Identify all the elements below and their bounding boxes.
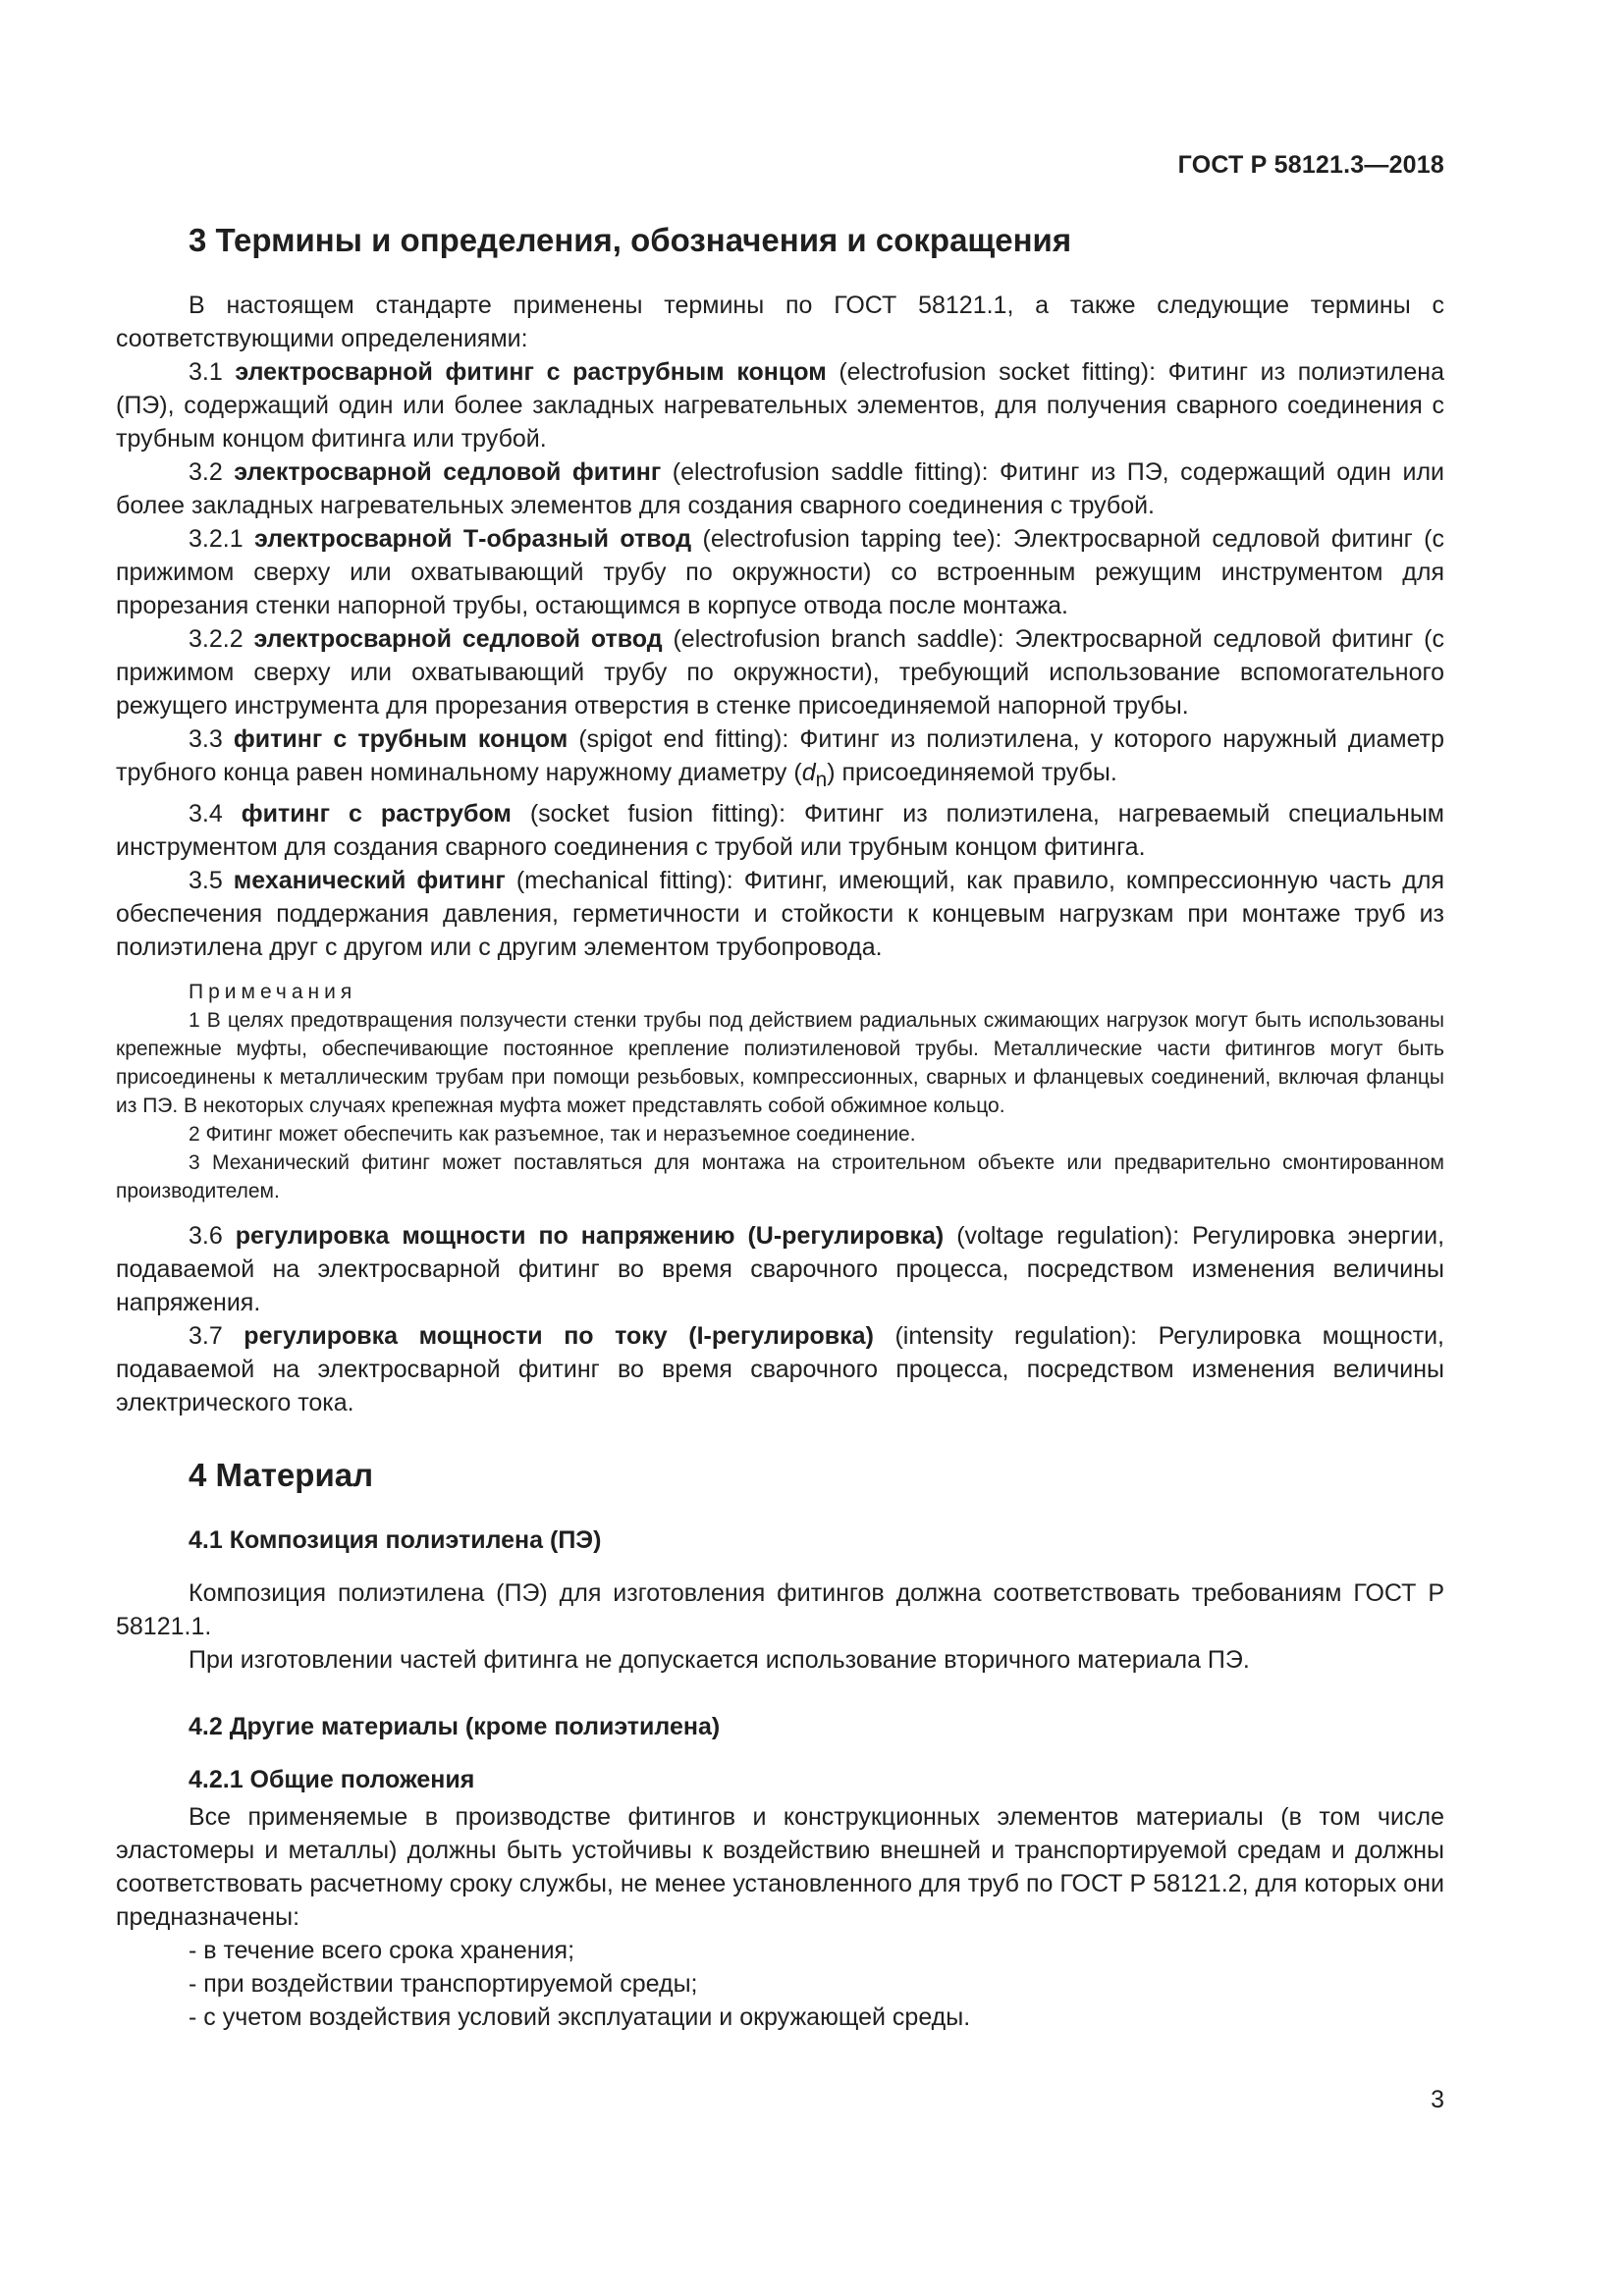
note-3: 3 Механический фитинг может поставляться для монтажа на строительном объекте или предварительно смонтированном производителем. [116, 1151, 1444, 1202]
term-definition-part-a: (spigot end fitting): Фитинг из полиэтилена, у которого наружный диаметр трубного конца равен номинальному наружному диаметру ( [116, 725, 1444, 786]
term-3-5 [116, 864, 1444, 964]
term-3-1 [116, 355, 1444, 455]
diameter-subscript: n [815, 769, 828, 791]
list-item: - с учетом воздействия условий эксплуатации и окружающей среды. [189, 2003, 971, 2031]
term-definition: (electrofusion socket fitting): Фитинг из полиэтилена (ПЭ), содержащий один или более закладных нагревательных элементов, для получения сварного соединения с трубным концом фитинга или трубой. [116, 358, 1444, 453]
page-number: 3 [1431, 2086, 1444, 2113]
term-name: электросварной Т-образный отвод [254, 525, 692, 553]
page-content [116, 218, 1444, 2034]
list-item: - при воздействии транспортируемой среды; [189, 1970, 698, 1998]
term-3-4 [116, 797, 1444, 864]
note-1: 1 В целях предотвращения ползучести стенки трубы под действием радиальных сжимающих нагрузок могут быть использованы крепежные муфты, обеспечивающие постоянное крепление полиэтиленовой трубы. Металлические части фитингов могут быть присоединены к металлическим трубам при помощи резьбовых, компрессионных, сварных и фланцевых соединений, включая фланцы из ПЭ. В некоторых случаях крепежная муфта может представлять собой обжимное кольцо. [116, 1009, 1444, 1117]
term-name: электросварной седловой отвод [253, 625, 663, 653]
document-number: ГОСТ Р 58121.3—2018 [1177, 151, 1444, 179]
term-3-2-1 [116, 522, 1444, 622]
term-definition-part-b: ) присоединяемой трубы. [827, 759, 1117, 786]
term-definition: (electrofusion saddle fitting): Фитинг из ПЭ, содержащий один или более закладных нагревательных элементов для создания сварного соединения с трубой. [116, 458, 1444, 519]
term-name: механический фитинг [233, 867, 506, 894]
term-3-2 [116, 455, 1444, 522]
subsection-4-1-paragraph-2: При изготовлении частей фитинга не допускается использование вторичного материала ПЭ. [189, 1646, 1250, 1674]
term-number: 3.2.2 [189, 625, 254, 653]
term-definition: (intensity regulation): Регулировка мощности, подаваемой на электросварной фитинг во время сварочного процесса, посредством изменения величины электрического тока. [116, 1322, 1444, 1416]
notes-title: Примечания [189, 981, 357, 1003]
term-number: 3.3 [189, 725, 234, 753]
term-definition: (mechanical fitting): Фитинг, имеющий, как правило, компрессионную часть для обеспечения поддержания давления, герметичности и стойкости к концевым нагрузкам при монтаже труб из полиэтилена друг с другом или с другим элементом трубопровода. [116, 867, 1444, 961]
term-number: 3.4 [189, 800, 242, 828]
term-number: 3.2 [189, 458, 235, 486]
subsection-4-2-1-paragraph: Все применяемые в производстве фитингов и конструкционных элементов материалы (в том числе эластомеры и металлы) должны быть устойчивы к воздействию внешней и транспортируемой средам и должны соответствовать расчетному сроку службы, не менее установленного для труб по ГОСТ Р 58121.2, для которых они предназначены: [116, 1803, 1444, 1931]
term-3-3 [116, 722, 1444, 797]
term-number: 3.5 [189, 867, 234, 894]
subsection-4-1-title: 4.1 Композиция полиэтилена (ПЭ) [189, 1526, 602, 1554]
term-name: электросварной седловой фитинг [234, 458, 662, 486]
section-4-title: 4 Материал [189, 1457, 374, 1493]
term-3-7 [116, 1319, 1444, 1419]
term-name: регулировка мощности по току (I-регулировка) [244, 1322, 874, 1350]
subsection-4-2-1-title: 4.2.1 Общие положения [189, 1766, 475, 1793]
term-definition: (voltage regulation): Регулировка энергии, подаваемой на электросварной фитинг во время сварочного процесса, посредством изменения величины напряжения. [116, 1222, 1445, 1316]
subsection-4-1-paragraph-1: Композиция полиэтилена (ПЭ) для изготовления фитингов должна соответствовать требованиям ГОСТ Р 58121.1. [116, 1579, 1444, 1640]
term-number: 3.6 [189, 1222, 236, 1250]
note-2: 2 Фитинг может обеспечить как разъемное, так и неразъемное соединение. [189, 1123, 916, 1146]
term-definition: (socket fusion fitting): Фитинг из полиэтилена, нагреваемый специальным инструментом для создания сварного соединения с трубой или трубным концом фитинга. [116, 800, 1444, 861]
subsection-4-2-title: 4.2 Другие материалы (кроме полиэтилена) [189, 1713, 721, 1740]
list-item: - в течение всего срока хранения; [189, 1937, 575, 1964]
term-number: 3.1 [189, 358, 236, 386]
notes-block [116, 978, 1444, 1205]
term-name: регулировка мощности по напряжению (U-регулировка) [235, 1222, 945, 1250]
term-3-6 [116, 1219, 1444, 1319]
section-3-intro: В настоящем стандарте применены термины по ГОСТ 58121.1, а также следующие термины с соответствующими определениями: [116, 292, 1444, 352]
term-name: фитинг с раструбом [241, 800, 512, 828]
term-number: 3.7 [189, 1322, 244, 1350]
section-3-title: 3 Термины и определения, обозначения и сокращения [189, 222, 1072, 258]
diameter-symbol: d [801, 759, 816, 786]
term-3-2-2 [116, 622, 1444, 722]
term-definition: (electrofusion tapping tee): Электросварной седловой фитинг (с прижимом сверху или охватывающий трубу по окружности) со встроенным режущим инструментом для прорезания стенки напорной трубы, остающимся в корпусе отвода после монтажа. [116, 525, 1444, 619]
term-name: электросварной фитинг с раструбным концом [235, 358, 827, 386]
requirements-list [116, 1934, 1444, 2034]
term-definition: (electrofusion branch saddle): Электросварной седловой фитинг (с прижимом сверху или охватывающий трубу по окружности), требующий использование вспомогательного режущего инструмента для прорезания отверстия в стенке присоединяемой напорной трубы. [116, 625, 1444, 720]
term-name: фитинг с трубным концом [233, 725, 568, 753]
term-number: 3.2.1 [189, 525, 255, 553]
